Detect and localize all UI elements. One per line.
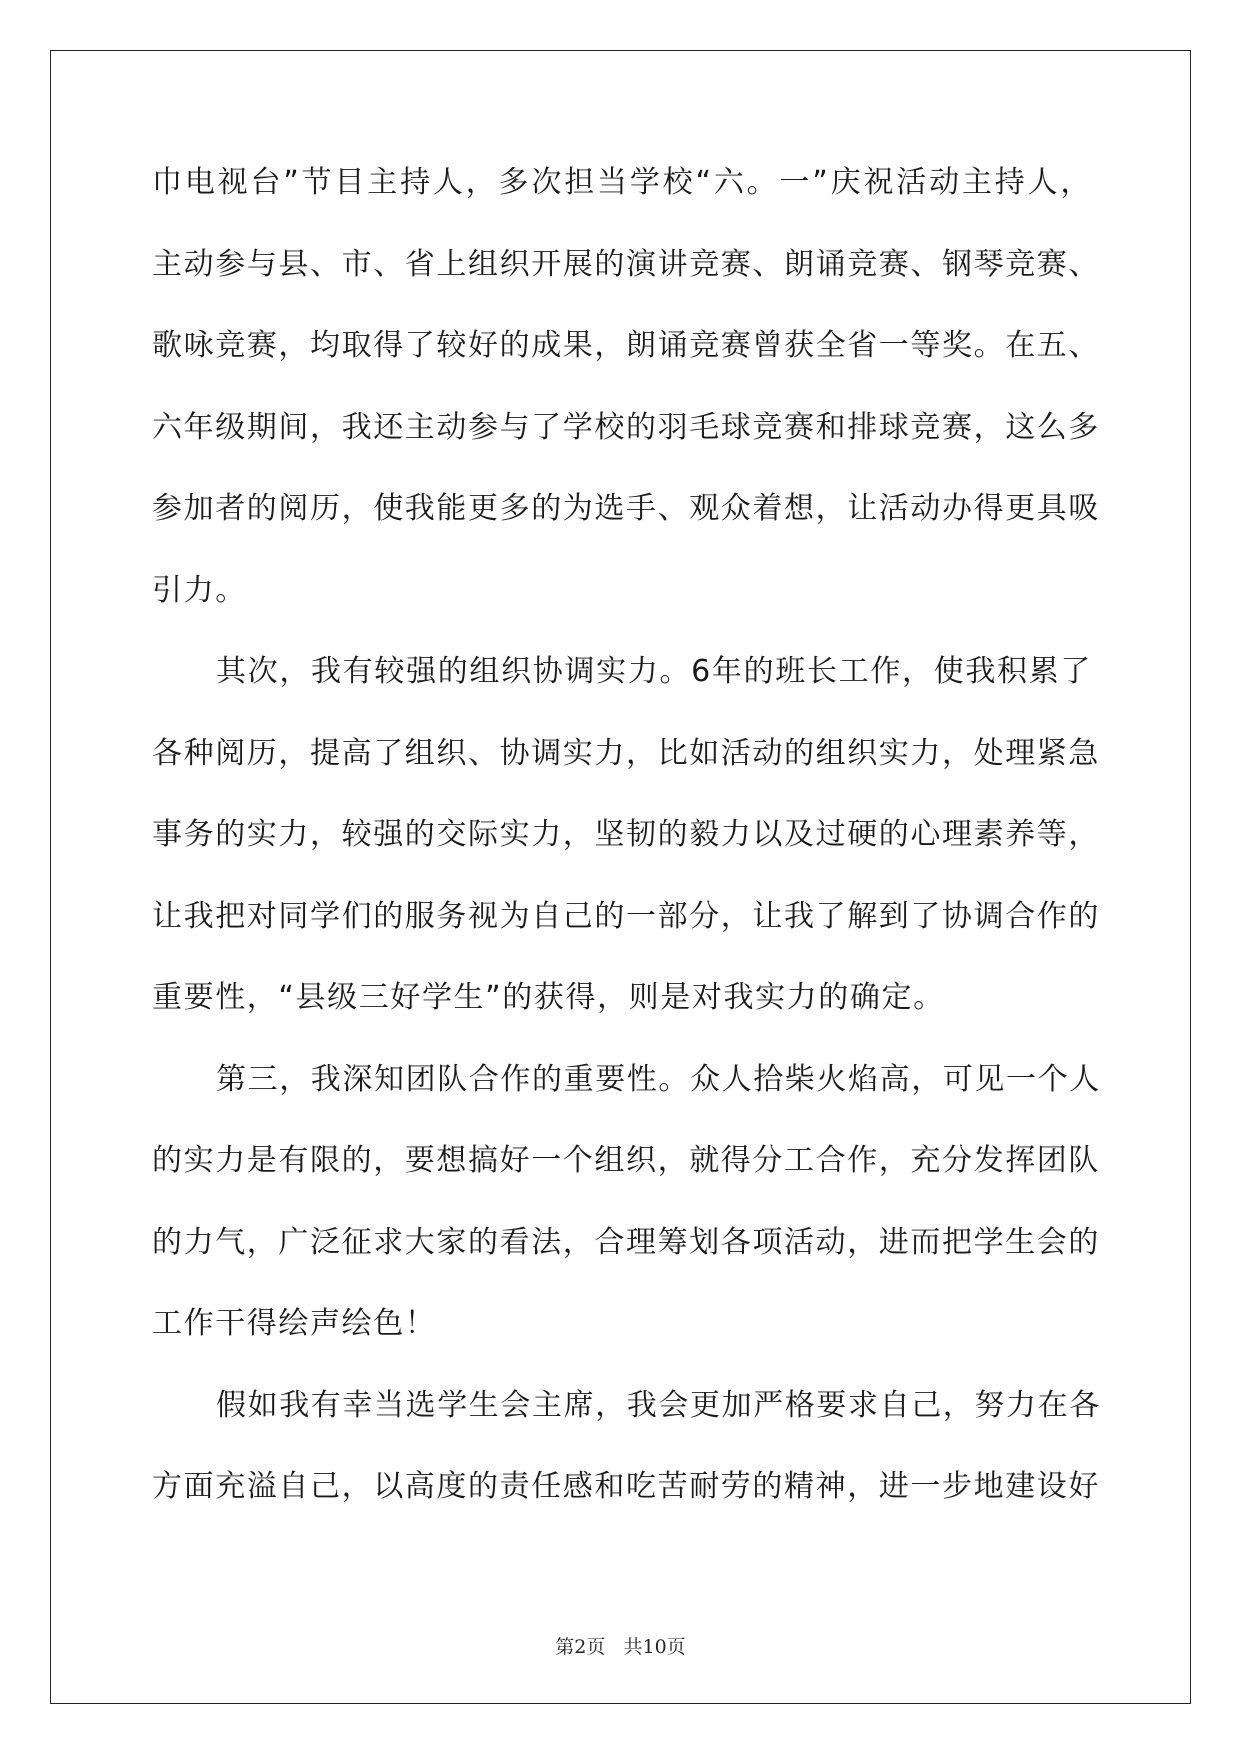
text-line: 歌咏竞赛，均取得了较好的成果，朗诵竞赛曾获全省一等奖。在五、 [152,328,1100,363]
text-line: 参加者的阅历，使我能更多的为选手、观众着想，让活动办得更具吸 [152,491,1100,526]
text-line: 各种阅历，提高了组织、协调实力，比如活动的组织实力，处理紧急 [152,735,1100,771]
text-line: 让我把对同学们的服务视为自己的一部分，让我了解到了协调合作的 [152,898,1100,934]
paragraph-start-line: 第三，我深知团队合作的重要性。众人拾柴火焰高，可见一个人 [216,1061,1101,1097]
text-line: 工作干得绘声绘色！ [152,1306,437,1341]
text-line: 六年级期间，我还主动参与了学校的羽毛球竞赛和排球竞赛，这么多 [152,409,1100,445]
text-line: 事务的实力，较强的交际实力，坚韧的毅力以及过硬的心理素养等， [152,817,1100,852]
paragraph-start-line: 其次，我有较强的组织协调实力。6年的班长工作，使我积累了 [216,654,1092,689]
text-line: 巾电视台”节目主持人，多次担当学校“六。一”庆祝活动主持人， [152,165,1092,200]
text-line: 的实力是有限的，要想搞好一个组织，就得分工合作，充分发挥团队 [152,1143,1100,1178]
paragraph-start-line: 假如我有幸当选学生会主席，我会更加严格要求自己，努力在各 [216,1387,1101,1423]
text-line: 的力气，广泛征求大家的看法，合理筹划各项活动，进而把学生会的 [152,1224,1100,1260]
text-line: 主动参与县、市、省上组织开展的演讲竞赛、朗诵竞赛、钢琴竞赛、 [152,246,1100,282]
text-line: 重要性，“县级三好学生”的获得，则是对我实力的确定。 [152,980,945,1015]
text-line: 方面充溢自己，以高度的责任感和吃苦耐劳的精神，进一步地建设好 [152,1469,1100,1504]
text-line: 引力。 [152,572,247,608]
document-body [152,162,1101,1548]
page-number-footer: 第2页 共10页 [555,1636,686,1658]
